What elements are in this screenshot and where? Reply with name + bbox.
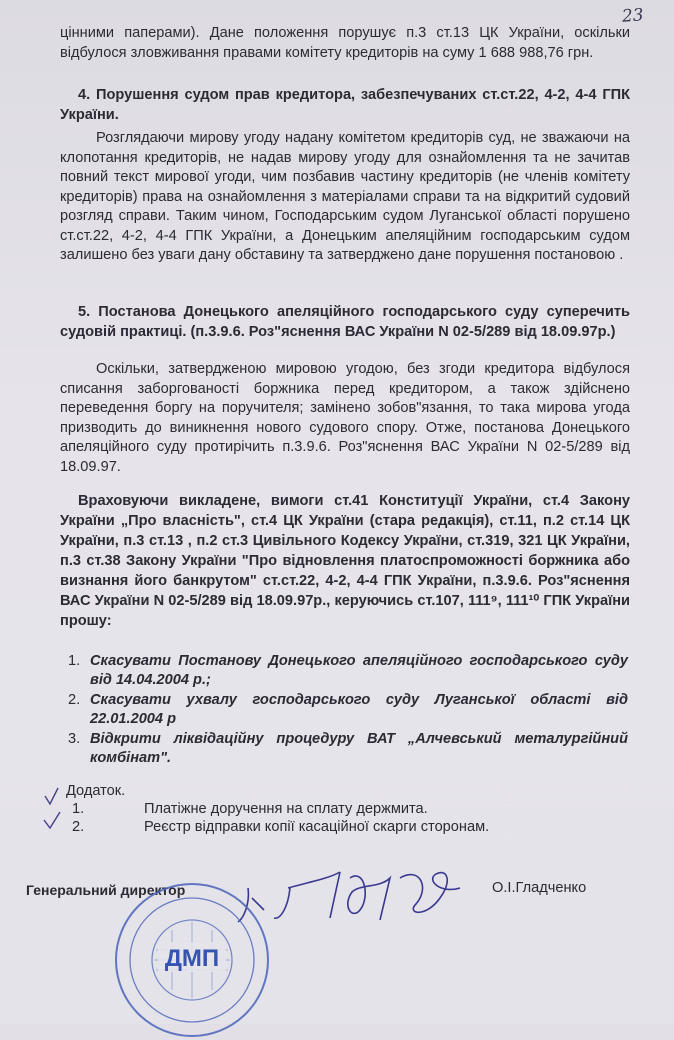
attachments-label: Додаток. [66,783,126,799]
svg-text:ДМП: ДМП [164,945,220,972]
request-item: 2. Скасувати ухвалу господарського суду Луганської області від 22.01.2004 р [68,692,628,727]
section-4-heading: 4. Порушення судом прав кредитора, забезпечуваних ст.ст.22, 4-2, 4-4 ГПК України. [60,87,630,123]
request-item: 3. Відкрити ліквідаційну процедуру ВАТ „Алчевський металургійний комбінат". [68,731,628,766]
page-number: 23 [621,5,645,27]
attachment-item: 1. Платіжне доручення на сплату держмита. [72,801,428,817]
company-stamp-icon [112,880,272,1040]
attachments [66,782,489,836]
conclusion-paragraph: Враховуючи викладене, вимоги ст.41 Конституції України, ст.4 Закону України „Про власність", ст.4 ЦК України (стара редакція), ст.11, п.2 ст.14 ЦК України, п.3 ст.13 , п.2 ст.3 Цивільного Кодексу України, ст.319, 321 ЦК України, п.3 ст.38 Закону України "Про відновлення платоспроможності боржника або визнання його банкрутом" ст.ст.22, 4-2, 4-4 ГПК України, п.3.9.6. Роз"яснення ВАС України N 02-5/289 від 18.09.97р., керуючись ст.107, 111⁹, 111¹⁰ ГПК України прошу: [60,493,630,629]
section-5-body: Оскільки, затвердженою мировою угодою, без згоди кредитора відбулося списання заборгованості боржника перед кредитором, а також здійснено переведення боргу на поручителя; замінено зобов"язання, то така мирова угода призводить до виникнення нового судового спору. Отже, постанова Донецького апеляційного суду протирічить п.3.9.6. Роз"яснення ВАС України N 02-5/289 від 18.09.97. [60,361,630,475]
request-item: 1. Скасувати Постанову Донецького апеляційного господарського суду від 14.04.2004 р.; [68,653,628,688]
attachment-item: 2. Реєстр відправки копії касаційної скарги сторонам. [72,819,490,835]
signatory-title: Генеральний директор [26,882,186,898]
intro-paragraph: цінними паперами). Дане положення порушує п.3 ст.13 ЦК України, оскільки відбулося зловживання правами комітету кредиторів на суму 1 688 988,76 грн. [60,25,630,61]
section-5-heading: 5. Постанова Донецького апеляційного господарського суду суперечить судовій практиці. (п.3.9.6. Роз"яснення ВАС України N 02-5/289 від 18.09.97р.) [60,304,630,340]
section-4-body: Розглядаючи мирову угоду надану комітетом кредиторів суд, не зважаючи на клопотання кредиторів, не надав мирову угоду для ознайомлення та не зачитав повний текст мирової угоди, чим позбавив частину кредиторів (не членів комітету кредиторів) права на ознайомлення з матеріалами справи та на відкритий судовий розгляд справи. Таким чином, Господарським судом Луганської області порушено ст.ст.22, 4-2, 4-4 ГПК України, а Донецьким апеляційним господарським судом залишено без уваги дану обставину та затверджено дане порушення постановою . [60,130,630,263]
signatory-name: О.І.Гладченко [492,880,587,896]
check-marks-icon [42,784,72,834]
requests-list [68,652,628,769]
